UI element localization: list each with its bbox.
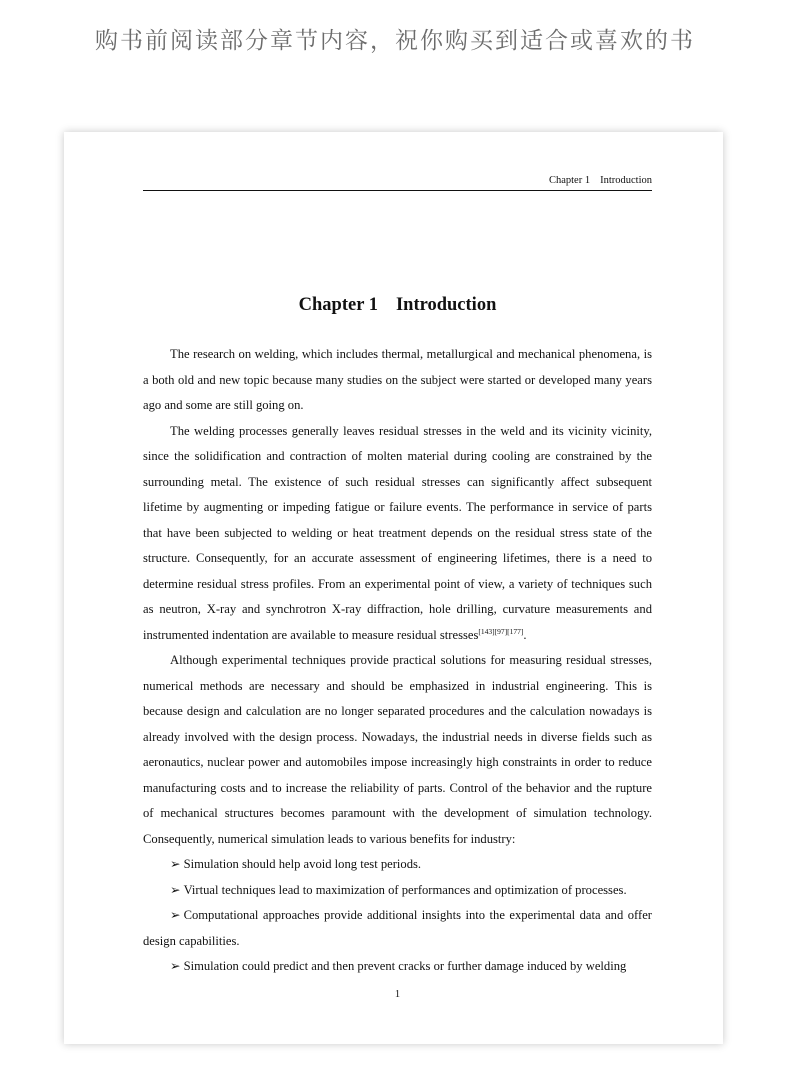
bullet-item: ➢ Simulation should help avoid long test periods. bbox=[143, 852, 652, 878]
running-head bbox=[143, 175, 652, 191]
bullet-item: ➢ Simulation could predict and then prevent cracks or further damage induced by welding bbox=[143, 954, 652, 980]
chapter-number: Chapter 1 bbox=[298, 295, 378, 315]
running-head-title: Introduction bbox=[600, 175, 652, 186]
arrow-bullet-icon: ➢ bbox=[170, 857, 181, 871]
citation-ref: [143][97][177] bbox=[478, 626, 524, 636]
arrow-bullet-icon: ➢ bbox=[170, 908, 181, 922]
arrow-bullet-icon: ➢ bbox=[170, 959, 181, 973]
chapter-heading bbox=[143, 295, 652, 316]
body-text bbox=[143, 342, 652, 980]
banner-text: 购书前阅读部分章节内容，祝你购买到适合或喜欢的书 bbox=[95, 28, 695, 54]
running-head-chapter: Chapter 1 bbox=[548, 175, 591, 186]
chapter-title: Introduction bbox=[395, 295, 497, 315]
paragraph: The welding processes generally leaves residual stresses in the weld and its vicinity vicinity, since the solidification and contraction of molten material during cooling are constrained by the surrounding metal. The existence of such residual stresses can significantly affect subsequent lifetime by augmenting or impeding fatigue or failure events. The performance in service of parts that have been subjected to welding or heat treatment depends on the residual stress state of the structure. Consequently, for an accurate assessment of engineering lifetimes, there is a need to determine residual stress profiles. From an experimental point of view, a variety of techniques such as neutron, X-ray and synchrotron X-ray diffraction, hole drilling, curvature measurements and instrumented indentation are available to measure residual stresses[143][97][177]. bbox=[143, 423, 652, 642]
arrow-bullet-icon: ➢ bbox=[170, 882, 181, 897]
paragraph: Although experimental techniques provide practical solutions for measuring residual stresses, numerical methods are necessary and should be emphasized in industrial engineering. This is because design and calculation are no longer separated procedures and the calculation nowadays is already involved with the design process. Nowadays, the industrial needs in diverse fields such as aeronautics, nuclear power and automobiles impose increasingly high constraints in order to reduce manufacturing costs and to increase the reliability of parts. Control of the behavior and the rupture of mechanical structures becomes paramount with the development of simulation technology. Consequently, numerical simulation leads to various benefits for industry: bbox=[143, 653, 652, 846]
document-page bbox=[64, 132, 723, 1044]
page-number: 1 bbox=[394, 989, 401, 1000]
bullet-item: ➢ Computational approaches provide additional insights into the experimental data and offer design capabilities. bbox=[143, 903, 652, 954]
bullet-item: ➢ Virtual techniques lead to maximization of performances and optimization of processes. bbox=[143, 878, 652, 904]
paragraph: The research on welding, which includes thermal, metallurgical and mechanical phenomena, is a both old and new topic because many studies on the subject were started or developed many years ago and some are still going on. bbox=[143, 347, 652, 412]
